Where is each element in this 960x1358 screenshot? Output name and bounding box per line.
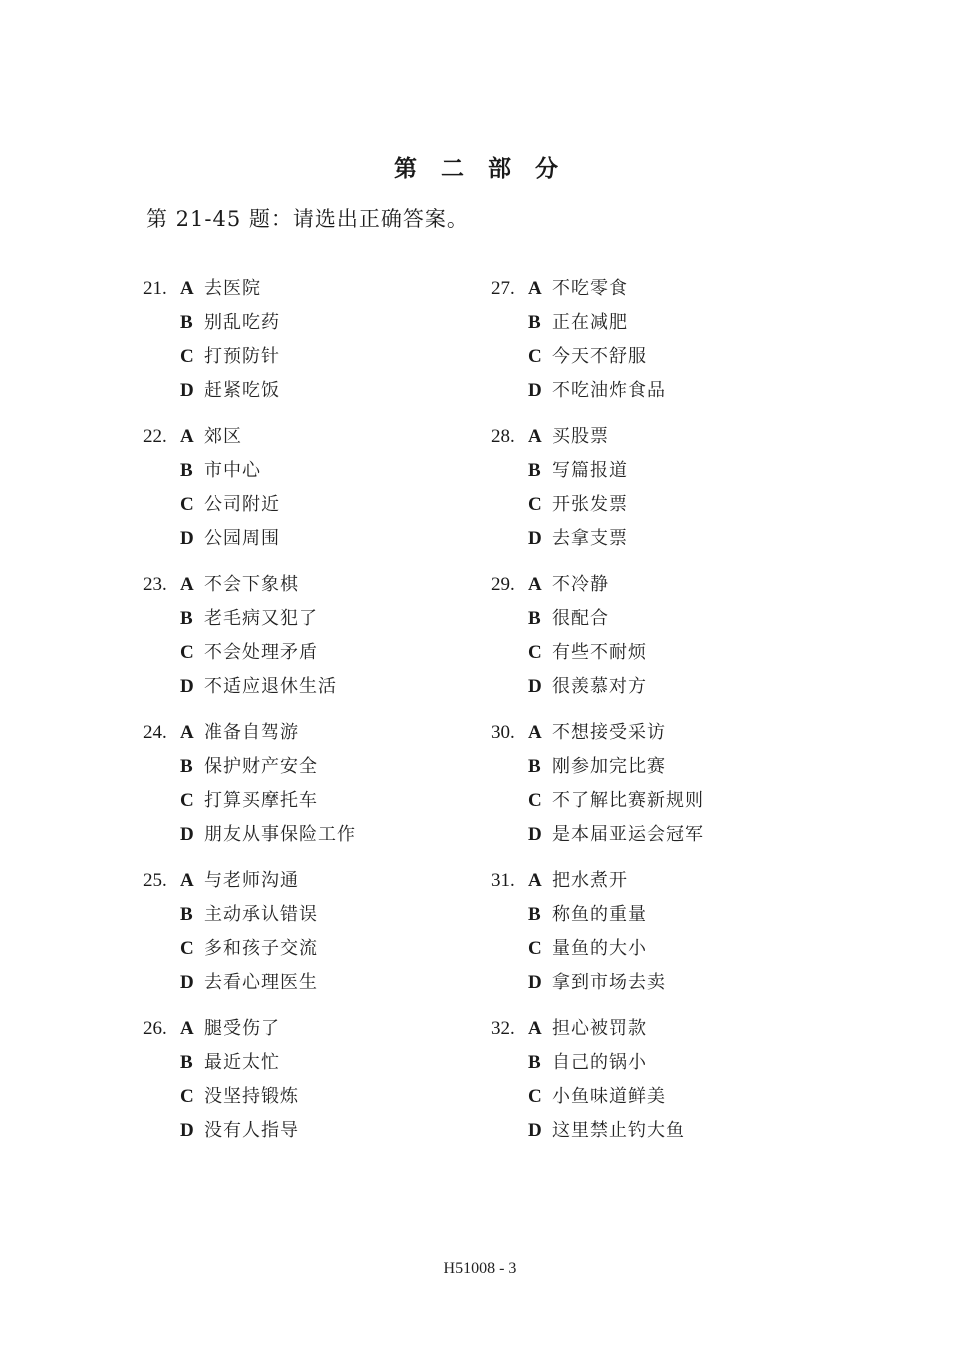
option-text: 今天不舒服 — [552, 346, 647, 367]
option-text: 量鱼的大小 — [552, 938, 647, 959]
option-text: 担心被罚款 — [552, 1018, 647, 1039]
option-letter: B — [528, 312, 541, 333]
option-letter: A — [528, 870, 542, 891]
option-letter: C — [180, 346, 194, 367]
option-text: 刚参加完比赛 — [552, 756, 666, 777]
option-letter: D — [528, 528, 542, 549]
option-letter: D — [528, 676, 542, 697]
option-letter: A — [528, 574, 542, 595]
option-text: 拿到市场去卖 — [552, 972, 666, 993]
option-text: 主动承认错误 — [204, 904, 318, 925]
option-letter: D — [528, 1120, 542, 1141]
option-letter: C — [528, 1086, 542, 1107]
option-letter: A — [180, 870, 194, 891]
option-letter: A — [180, 1018, 194, 1039]
option-text: 郊区 — [204, 426, 242, 447]
option-letter: D — [180, 676, 194, 697]
option-letter: D — [180, 972, 194, 993]
option-text: 是本届亚运会冠军 — [552, 824, 704, 845]
option-text: 去医院 — [204, 278, 261, 299]
instruction-text: 第 21-45 题：请选出正确答案。 — [146, 207, 469, 231]
option-letter: D — [528, 972, 542, 993]
option-letter: B — [180, 460, 193, 481]
option-text: 没坚持锻炼 — [204, 1086, 299, 1107]
question-number: 21. — [143, 278, 167, 299]
option-letter: C — [180, 790, 194, 811]
option-text: 多和孩子交流 — [204, 938, 318, 959]
option-letter: D — [180, 1120, 194, 1141]
question-number: 27. — [491, 278, 515, 299]
option-letter: A — [180, 574, 194, 595]
option-text: 准备自驾游 — [204, 722, 299, 743]
option-letter: B — [528, 1052, 541, 1073]
question-number: 30. — [491, 722, 515, 743]
option-text: 不适应退休生活 — [204, 676, 337, 697]
option-text: 正在减肥 — [552, 312, 628, 333]
option-text: 写篇报道 — [552, 460, 628, 481]
option-letter: D — [528, 380, 542, 401]
option-letter: C — [180, 1086, 194, 1107]
option-text: 有些不耐烦 — [552, 642, 647, 663]
option-letter: C — [180, 938, 194, 959]
question-number: 26. — [143, 1018, 167, 1039]
option-letter: C — [180, 642, 194, 663]
option-text: 老毛病又犯了 — [204, 608, 318, 629]
option-letter: B — [528, 460, 541, 481]
option-text: 不吃零食 — [552, 278, 628, 299]
option-text: 市中心 — [204, 460, 261, 481]
option-text: 开张发票 — [552, 494, 628, 515]
option-letter: C — [180, 494, 194, 515]
option-letter: A — [528, 722, 542, 743]
option-text: 公司附近 — [204, 494, 280, 515]
page-footer: H51008 - 3 — [443, 1260, 517, 1277]
option-letter: D — [180, 824, 194, 845]
option-text: 不冷静 — [552, 574, 609, 595]
option-text: 不会处理矛盾 — [204, 642, 318, 663]
option-letter: A — [528, 278, 542, 299]
option-text: 朋友从事保险工作 — [204, 824, 356, 845]
option-text: 称鱼的重量 — [552, 904, 647, 925]
option-text: 去拿支票 — [552, 528, 628, 549]
option-text: 把水煮开 — [552, 870, 628, 891]
question-number: 28. — [491, 426, 515, 447]
option-text: 别乱吃药 — [204, 312, 280, 333]
option-text: 小鱼味道鲜美 — [552, 1086, 666, 1107]
option-text: 很羡慕对方 — [552, 676, 647, 697]
option-letter: D — [528, 824, 542, 845]
option-text: 不吃油炸食品 — [552, 380, 666, 401]
question-number: 31. — [491, 870, 515, 891]
option-letter: A — [528, 426, 542, 447]
question-number: 25. — [143, 870, 167, 891]
option-letter: A — [528, 1018, 542, 1039]
option-letter: A — [180, 722, 194, 743]
question-number: 32. — [491, 1018, 515, 1039]
option-letter: D — [180, 380, 194, 401]
option-text: 没有人指导 — [204, 1120, 299, 1141]
option-letter: B — [528, 904, 541, 925]
option-letter: C — [528, 790, 542, 811]
option-text: 最近太忙 — [204, 1052, 280, 1073]
option-letter: B — [180, 312, 193, 333]
option-text: 与老师沟通 — [204, 870, 299, 891]
option-text: 买股票 — [552, 426, 609, 447]
section-title — [0, 150, 960, 183]
option-letter: B — [528, 608, 541, 629]
option-text: 腿受伤了 — [204, 1018, 280, 1039]
option-text: 打预防针 — [204, 346, 280, 367]
option-letter: B — [180, 608, 193, 629]
option-letter: C — [528, 642, 542, 663]
option-letter: C — [528, 938, 542, 959]
option-text: 很配合 — [552, 608, 609, 629]
option-text: 这里禁止钓大鱼 — [552, 1120, 685, 1141]
option-text: 公园周围 — [204, 528, 280, 549]
option-letter: B — [528, 756, 541, 777]
question-number: 24. — [143, 722, 167, 743]
option-letter: D — [180, 528, 194, 549]
option-letter: C — [528, 346, 542, 367]
option-letter: B — [180, 904, 193, 925]
question-number: 29. — [491, 574, 515, 595]
section-title-text: 第 二 部 分 — [393, 155, 567, 182]
option-text: 打算买摩托车 — [204, 790, 318, 811]
option-text: 不会下象棋 — [204, 574, 299, 595]
option-text: 不想接受采访 — [552, 722, 666, 743]
option-letter: B — [180, 1052, 193, 1073]
option-letter: B — [180, 756, 193, 777]
question-number: 23. — [143, 574, 167, 595]
option-text: 保护财产安全 — [204, 756, 318, 777]
option-letter: A — [180, 278, 194, 299]
option-letter: A — [180, 426, 194, 447]
option-text: 不了解比赛新规则 — [552, 790, 704, 811]
option-letter: C — [528, 494, 542, 515]
option-text: 赶紧吃饭 — [204, 380, 280, 401]
option-text: 自己的锅小 — [552, 1052, 647, 1073]
question-number: 22. — [143, 426, 167, 447]
option-text: 去看心理医生 — [204, 972, 318, 993]
